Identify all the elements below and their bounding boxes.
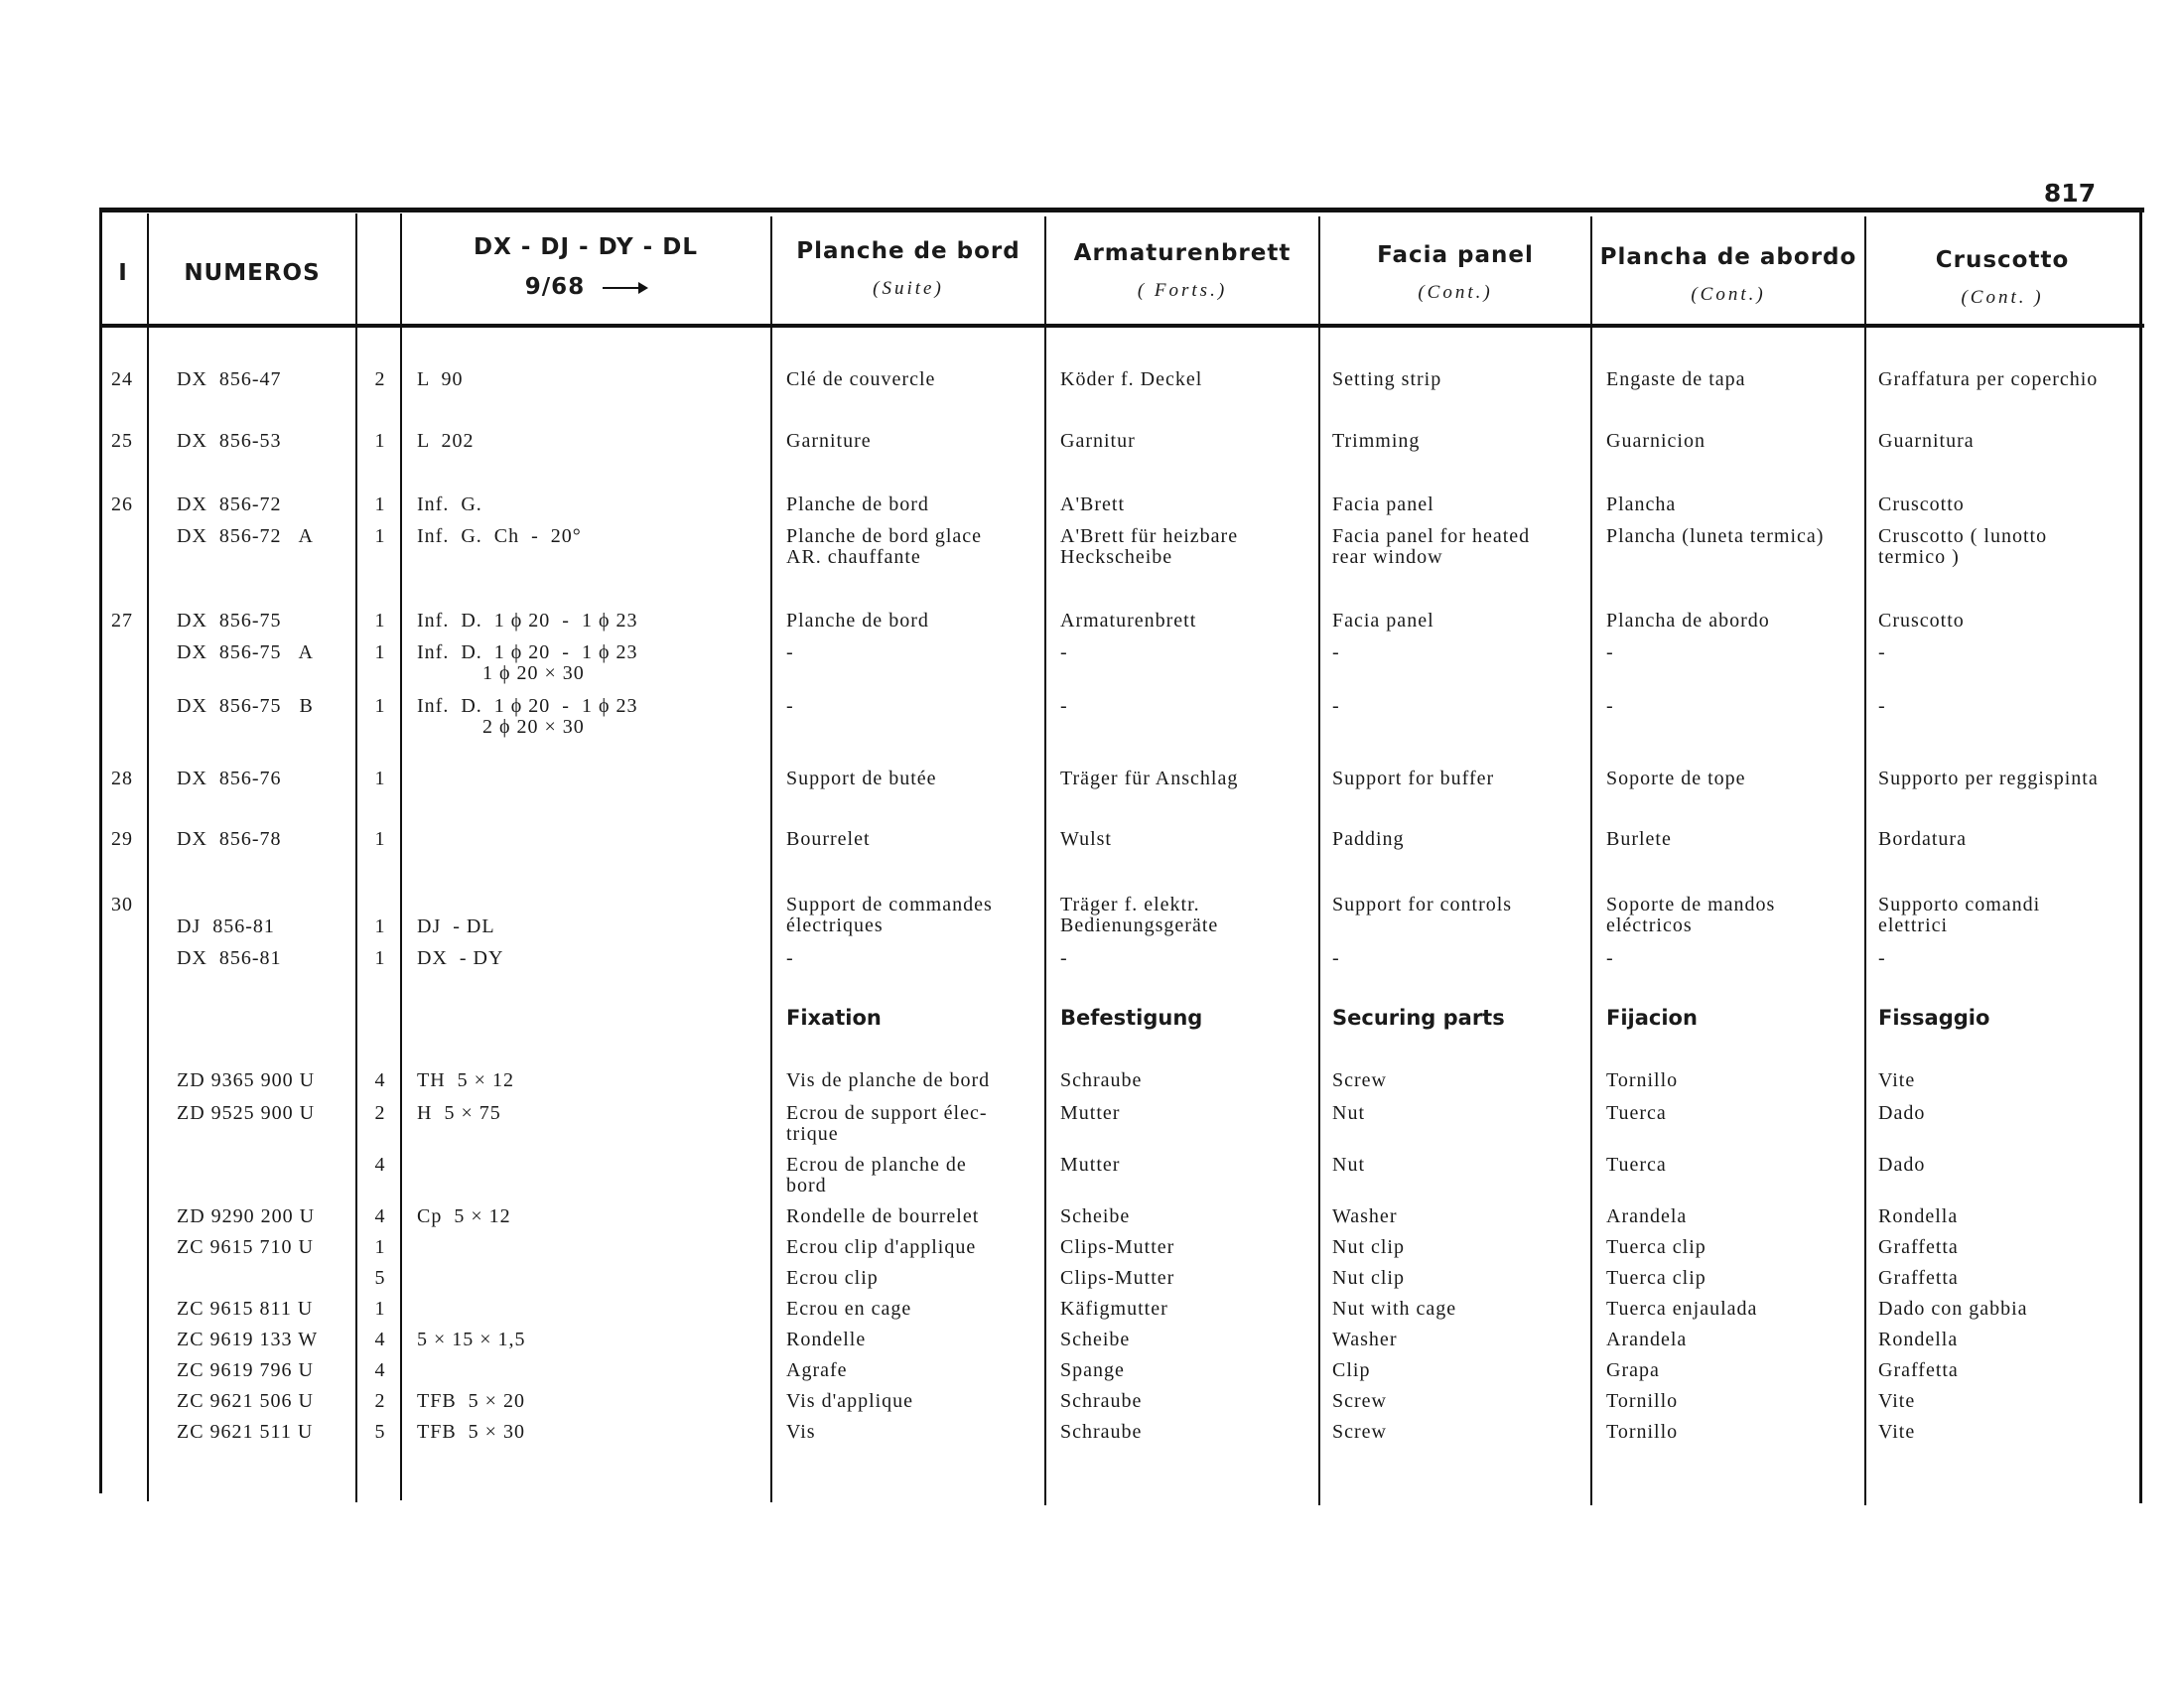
description-es: Tuerca clip xyxy=(1606,1267,1706,1289)
models-date: 9/68 xyxy=(524,274,586,300)
description-fr: Agrafe xyxy=(786,1359,848,1381)
description-es: Arandela xyxy=(1606,1329,1688,1350)
description-it: Rondella xyxy=(1878,1329,1959,1350)
description-en: - xyxy=(1332,947,1340,969)
description-en: Nut xyxy=(1332,1154,1365,1176)
description-de: Schraube xyxy=(1060,1390,1143,1412)
description-es: Tuerca enjaulada xyxy=(1606,1298,1758,1320)
column-rule xyxy=(147,213,149,1501)
description-en: Nut clip xyxy=(1332,1267,1405,1289)
description-es: Tuerca xyxy=(1606,1102,1667,1124)
description-es: Fijacion xyxy=(1606,1006,1698,1030)
header-es xyxy=(1592,244,1864,306)
quantity: 4 xyxy=(374,1205,386,1227)
model-application: TFB 5 × 30 xyxy=(417,1421,525,1443)
header-index: I xyxy=(118,260,128,286)
model-application: Inf. D. 1 ϕ 20 - 1 ϕ 23 2 ϕ 20 × 30 xyxy=(417,695,638,738)
description-es: - xyxy=(1606,695,1614,717)
model-application: DX - DY xyxy=(417,947,504,969)
description-es: Soporte de tope xyxy=(1606,768,1746,789)
description-en: Washer xyxy=(1332,1329,1398,1350)
description-it: - xyxy=(1878,641,1886,663)
description-es: Plancha xyxy=(1606,493,1677,515)
description-it: Cruscotto xyxy=(1878,610,1965,632)
header-fr xyxy=(772,238,1044,300)
table-border-right xyxy=(2139,208,2142,1503)
part-number: DX 856-75 B xyxy=(177,695,314,717)
description-it: Dado xyxy=(1878,1154,1926,1176)
column-rule xyxy=(1318,216,1320,1505)
part-number: ZC 9619 796 U xyxy=(177,1359,314,1381)
description-it: Bordatura xyxy=(1878,828,1967,850)
quantity: 2 xyxy=(374,368,386,390)
description-en: Facia panel for heated rear window xyxy=(1332,525,1531,568)
model-application: Inf. G. Ch - 20° xyxy=(417,525,582,547)
quantity: 1 xyxy=(374,430,386,452)
part-number: ZD 9525 900 U xyxy=(177,1102,316,1124)
row-index: 25 xyxy=(111,430,133,452)
quantity: 1 xyxy=(374,828,386,850)
quantity: 1 xyxy=(374,768,386,789)
header-it-sub: (Cont. ) xyxy=(1961,287,2044,308)
description-de: Scheibe xyxy=(1060,1205,1131,1227)
part-number: DJ 856-81 xyxy=(177,915,275,937)
quantity: 1 xyxy=(374,915,386,937)
header-it-title: Cruscotto xyxy=(1935,247,2070,273)
quantity: 5 xyxy=(374,1267,386,1289)
part-number: ZC 9615 811 U xyxy=(177,1298,314,1320)
description-en: Facia panel xyxy=(1332,493,1434,515)
part-number: DX 856-76 xyxy=(177,768,282,789)
header-es-title: Plancha de abordo xyxy=(1599,244,1857,270)
part-number: ZC 9619 133 W xyxy=(177,1329,319,1350)
description-es: Plancha de abordo xyxy=(1606,610,1770,632)
description-it: Graffetta xyxy=(1878,1267,1959,1289)
description-de: Schraube xyxy=(1060,1421,1143,1443)
table-header-rule xyxy=(99,324,2144,328)
quantity: 1 xyxy=(374,525,386,547)
quantity: 1 xyxy=(374,641,386,663)
description-es: Engaste de tapa xyxy=(1606,368,1746,390)
model-application: Inf. G. xyxy=(417,493,482,515)
description-es: Tornillo xyxy=(1606,1390,1679,1412)
description-it: Fissaggio xyxy=(1878,1006,1990,1030)
part-number: ZC 9615 710 U xyxy=(177,1236,314,1258)
part-number: DX 856-75 A xyxy=(177,641,314,663)
quantity: 1 xyxy=(374,1298,386,1320)
description-fr: Clé de couvercle xyxy=(786,368,936,390)
description-en: Setting strip xyxy=(1332,368,1442,390)
header-es-sub: (Cont.) xyxy=(1691,284,1766,305)
quantity: 4 xyxy=(374,1069,386,1091)
description-it: Dado con gabbia xyxy=(1878,1298,2028,1320)
header-en xyxy=(1320,242,1590,304)
description-de: Clips-Mutter xyxy=(1060,1236,1175,1258)
description-es: Plancha (luneta termica) xyxy=(1606,525,1825,547)
description-en: - xyxy=(1332,695,1340,717)
description-it: Cruscotto xyxy=(1878,493,1965,515)
quantity: 1 xyxy=(374,493,386,515)
description-en: Screw xyxy=(1332,1421,1387,1443)
part-number: DX 856-75 xyxy=(177,610,282,632)
part-number: ZD 9290 200 U xyxy=(177,1205,316,1227)
header-de xyxy=(1046,240,1318,302)
description-en: Screw xyxy=(1332,1069,1387,1091)
description-de: Wulst xyxy=(1060,828,1112,850)
arrow-right-icon xyxy=(603,287,646,289)
row-index: 28 xyxy=(111,768,133,789)
description-de: Köder f. Deckel xyxy=(1060,368,1203,390)
description-fr: Planche de bord xyxy=(786,493,929,515)
description-en: Screw xyxy=(1332,1390,1387,1412)
quantity: 4 xyxy=(374,1329,386,1350)
quantity: 4 xyxy=(374,1359,386,1381)
column-rule xyxy=(400,213,402,1500)
description-it: - xyxy=(1878,947,1886,969)
quantity: 2 xyxy=(374,1102,386,1124)
description-fr: Ecrou clip d'applique xyxy=(786,1236,977,1258)
column-rule xyxy=(1864,216,1866,1505)
header-en-title: Facia panel xyxy=(1377,242,1534,268)
description-es: - xyxy=(1606,947,1614,969)
description-it: Vite xyxy=(1878,1069,1916,1091)
model-application: DJ - DL xyxy=(417,915,495,937)
column-rule xyxy=(1044,216,1046,1505)
description-de: Scheibe xyxy=(1060,1329,1131,1350)
description-fr: Vis xyxy=(786,1421,816,1443)
description-it: Dado xyxy=(1878,1102,1926,1124)
description-de: A'Brett für heizbare Heckscheibe xyxy=(1060,525,1239,568)
description-es: Guarnicion xyxy=(1606,430,1706,452)
model-application: 5 × 15 × 1,5 xyxy=(417,1329,526,1350)
description-fr: Ecrou de planche de bord xyxy=(786,1154,967,1196)
description-es: Soporte de mandos eléctricos xyxy=(1606,894,1776,936)
column-rule xyxy=(355,213,357,1502)
part-number: DX 856-72 A xyxy=(177,525,314,547)
description-it: Cruscotto ( lunotto termico ) xyxy=(1878,525,2048,568)
description-es: Grapa xyxy=(1606,1359,1660,1381)
description-en: Support for buffer xyxy=(1332,768,1495,789)
description-es: Burlete xyxy=(1606,828,1672,850)
description-es: Tornillo xyxy=(1606,1421,1679,1443)
description-en: Washer xyxy=(1332,1205,1398,1227)
description-en: Securing parts xyxy=(1332,1006,1505,1030)
description-fr: Rondelle xyxy=(786,1329,867,1350)
description-de: Garnitur xyxy=(1060,430,1136,452)
part-number: DX 856-81 xyxy=(177,947,282,969)
description-en: Trimming xyxy=(1332,430,1421,452)
description-fr: Bourrelet xyxy=(786,828,871,850)
description-es: Tuerca xyxy=(1606,1154,1667,1176)
description-de: - xyxy=(1060,695,1068,717)
part-number: ZC 9621 506 U xyxy=(177,1390,314,1412)
description-en: Clip xyxy=(1332,1359,1371,1381)
description-fr: Fixation xyxy=(786,1006,882,1030)
part-number: DX 856-78 xyxy=(177,828,282,850)
description-fr: - xyxy=(786,947,794,969)
description-it: Graffetta xyxy=(1878,1359,1959,1381)
part-number: DX 856-53 xyxy=(177,430,282,452)
description-de: Käfigmutter xyxy=(1060,1298,1168,1320)
part-number: ZC 9621 511 U xyxy=(177,1421,314,1443)
description-it: Graffatura per coperchio xyxy=(1878,368,2099,390)
description-de: - xyxy=(1060,641,1068,663)
description-fr: Planche de bord glace AR. chauffante xyxy=(786,525,983,568)
description-en: - xyxy=(1332,641,1340,663)
table-border-left xyxy=(99,208,102,1493)
quantity: 4 xyxy=(374,1154,386,1176)
model-application: Inf. D. 1 ϕ 20 - 1 ϕ 23 1 ϕ 20 × 30 xyxy=(417,641,638,684)
description-fr: Garniture xyxy=(786,430,872,452)
description-de: Befestigung xyxy=(1060,1006,1203,1030)
header-en-sub: (Cont.) xyxy=(1418,282,1493,303)
description-it: Vite xyxy=(1878,1390,1916,1412)
header-models-date xyxy=(402,274,769,300)
description-fr: Ecrou de support élec- trique xyxy=(786,1102,988,1145)
model-application: L 202 xyxy=(417,430,475,452)
description-fr: Ecrou clip xyxy=(786,1267,879,1289)
model-application: TFB 5 × 20 xyxy=(417,1390,525,1412)
description-de: Clips-Mutter xyxy=(1060,1267,1175,1289)
description-fr: Planche de bord xyxy=(786,610,929,632)
description-de: Träger f. elektr. Bedienungsgeräte xyxy=(1060,894,1219,936)
description-it: Supporto per reggispinta xyxy=(1878,768,2099,789)
page-number: 817 xyxy=(2043,179,2097,208)
header-de-title: Armaturenbrett xyxy=(1073,240,1292,266)
row-index: 30 xyxy=(111,894,133,915)
description-es: Arandela xyxy=(1606,1205,1688,1227)
row-index: 24 xyxy=(111,368,133,390)
description-de: - xyxy=(1060,947,1068,969)
description-fr: Vis d'applique xyxy=(786,1390,914,1412)
description-it: Guarnitura xyxy=(1878,430,1975,452)
table-top-rule xyxy=(99,208,2144,212)
model-application: TH 5 × 12 xyxy=(417,1069,514,1091)
quantity: 1 xyxy=(374,610,386,632)
description-en: Support for controls xyxy=(1332,894,1513,915)
header-models xyxy=(402,234,769,300)
part-number: DX 856-72 xyxy=(177,493,282,515)
description-it: Graffetta xyxy=(1878,1236,1959,1258)
description-en: Padding xyxy=(1332,828,1405,850)
description-de: Armaturenbrett xyxy=(1060,610,1197,632)
description-en: Nut with cage xyxy=(1332,1298,1457,1320)
description-fr: Ecrou en cage xyxy=(786,1298,912,1320)
quantity: 2 xyxy=(374,1390,386,1412)
description-de: Träger für Anschlag xyxy=(1060,768,1239,789)
quantity: 5 xyxy=(374,1421,386,1443)
description-it: Vite xyxy=(1878,1421,1916,1443)
description-it: - xyxy=(1878,695,1886,717)
header-de-sub: ( Forts.) xyxy=(1137,280,1228,301)
description-de: Mutter xyxy=(1060,1102,1121,1124)
model-application: H 5 × 75 xyxy=(417,1102,501,1124)
header-it xyxy=(1866,247,2138,309)
description-de: A'Brett xyxy=(1060,493,1126,515)
header-fr-sub: (Suite) xyxy=(873,278,944,299)
part-number: ZD 9365 900 U xyxy=(177,1069,316,1091)
description-es: Tornillo xyxy=(1606,1069,1679,1091)
model-application: L 90 xyxy=(417,368,464,390)
description-fr: Vis de planche de bord xyxy=(786,1069,991,1091)
column-rule xyxy=(770,216,772,1502)
description-en: Nut clip xyxy=(1332,1236,1405,1258)
description-fr: Support de butée xyxy=(786,768,937,789)
part-number: DX 856-47 xyxy=(177,368,282,390)
model-application: Cp 5 × 12 xyxy=(417,1205,511,1227)
description-fr: - xyxy=(786,641,794,663)
quantity: 1 xyxy=(374,947,386,969)
description-en: Facia panel xyxy=(1332,610,1434,632)
model-application: Inf. D. 1 ϕ 20 - 1 ϕ 23 xyxy=(417,610,638,632)
description-it: Supporto comandi elettrici xyxy=(1878,894,2041,936)
row-index: 26 xyxy=(111,493,133,515)
description-de: Mutter xyxy=(1060,1154,1121,1176)
header-fr-title: Planche de bord xyxy=(796,238,1021,264)
quantity: 1 xyxy=(374,695,386,717)
description-es: Tuerca clip xyxy=(1606,1236,1706,1258)
header-numeros: NUMEROS xyxy=(184,260,321,286)
header-models-label: DX - DJ - DY - DL xyxy=(474,234,698,260)
row-index: 27 xyxy=(111,610,133,632)
description-es: - xyxy=(1606,641,1614,663)
description-fr: - xyxy=(786,695,794,717)
description-fr: Support de commandes électriques xyxy=(786,894,993,936)
row-index: 29 xyxy=(111,828,133,850)
description-de: Schraube xyxy=(1060,1069,1143,1091)
description-fr: Rondelle de bourrelet xyxy=(786,1205,980,1227)
quantity: 1 xyxy=(374,1236,386,1258)
description-de: Spange xyxy=(1060,1359,1125,1381)
description-it: Rondella xyxy=(1878,1205,1959,1227)
description-en: Nut xyxy=(1332,1102,1365,1124)
column-rule xyxy=(1590,216,1592,1505)
